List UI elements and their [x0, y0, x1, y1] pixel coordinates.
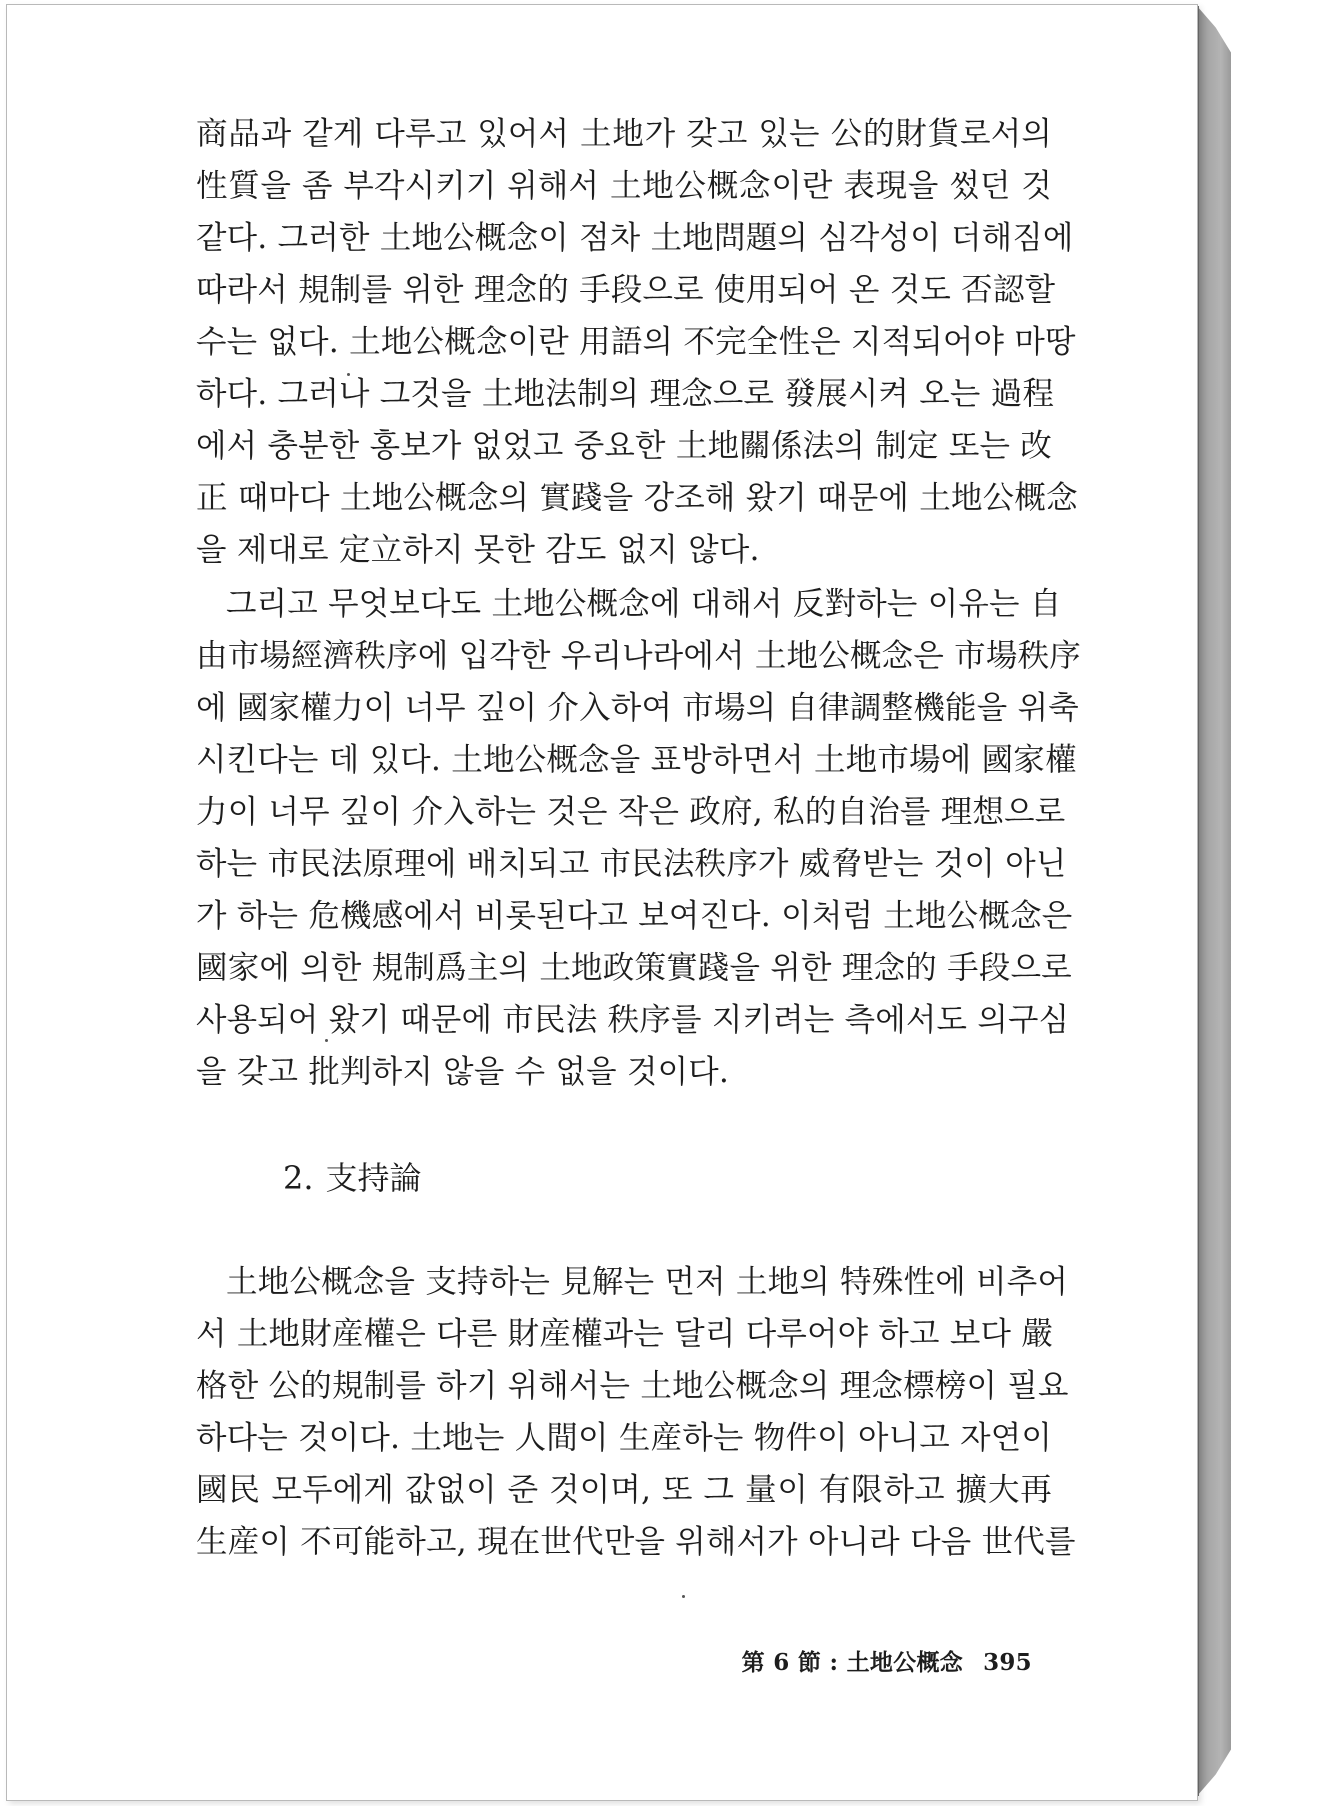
text-line: 가 하는 危機感에서 비롯된다고 보여진다. 이처럼 土地公概念은: [196, 898, 1073, 934]
print-speck: [682, 1595, 685, 1598]
text-line: 그리고 무엇보다도 土地公概念에 대해서 反對하는 이유는 自: [226, 586, 1062, 622]
section-number: 2.: [283, 1159, 314, 1197]
text-line: 에서 충분한 홍보가 없었고 중요한 土地關係法의 制定 또는 改: [196, 428, 1052, 464]
section-heading: [283, 1152, 422, 1204]
text-line: 수는 없다. 土地公概念이란 用語의 不完全性은 지적되어야 마땅: [196, 324, 1076, 360]
paragraph-1: [196, 108, 1078, 576]
text-line: 力이 너무 깊이 介入하는 것은 작은 政府, 私的自治를 理想으로: [196, 794, 1066, 830]
paragraph-3: [196, 1256, 1076, 1568]
section-title: 支持論: [325, 1159, 422, 1197]
text-line: 性質을 좀 부각시키기 위해서 土地公概念이란 表現을 썼던 것: [196, 168, 1052, 204]
text-line: 國家에 의한 規制爲主의 土地政策實踐을 위한 理念的 手段으로: [196, 950, 1072, 986]
footer-chapter: 第 6 節 : 土地公概念: [741, 1649, 964, 1676]
text-line: 商品과 같게 다루고 있어서 土地가 갖고 있는 公的財貨로서의: [196, 116, 1052, 152]
page-number: 395: [983, 1649, 1032, 1676]
text-line: 由市場經濟秩序에 입각한 우리나라에서 土地公概念은 市場秩序: [196, 638, 1081, 674]
text-line: 따라서 規制를 위한 理念的 手段으로 使用되어 온 것도 否認할: [196, 272, 1056, 308]
text-line: 시킨다는 데 있다. 土地公概念을 표방하면서 土地市場에 國家權: [196, 742, 1077, 778]
text-line: 하다는 것이다. 土地는 人間이 生産하는 物件이 아니고 자연이: [196, 1420, 1052, 1456]
text-line: 을 갖고 批判하지 않을 수 없을 것이다.: [196, 1054, 730, 1090]
text-line: 土地公概念을 支持하는 見解는 먼저 土地의 特殊性에 비추어: [226, 1264, 1068, 1300]
text-line: 같다. 그러한 土地公概念이 점차 土地問題의 심각성이 더해짐에: [196, 220, 1074, 256]
running-footer: [742, 1644, 1032, 1677]
text-line: 사용되어 왔기 때문에 市民法 秩序를 지키려는 측에서도 의구심: [196, 1002, 1070, 1038]
text-line: 에 國家權力이 너무 깊이 介入하여 市場의 自律調整機能을 위축: [196, 690, 1079, 726]
book-page-edge: [1197, 6, 1231, 1796]
text-line: 正 때마다 土地公概念의 實踐을 강조해 왔기 때문에 土地公概念: [196, 480, 1078, 516]
text-line: 國民 모두에게 값없이 준 것이며, 또 그 量이 有限하고 擴大再: [196, 1472, 1052, 1508]
text-line: 을 제대로 定立하지 못한 감도 없지 않다.: [196, 532, 760, 568]
text-line: 生産이 不可能하고, 現在世代만을 위해서가 아니라 다음 世代를: [196, 1524, 1076, 1560]
text-line: 서 土地財産權은 다른 財産權과는 달리 다루어야 하고 보다 嚴: [196, 1316, 1054, 1352]
paragraph-2: [196, 578, 1081, 1098]
text-line: 하다. 그러나 그것을 土地法制의 理念으로 發展시켜 오는 過程: [196, 376, 1055, 412]
text-line: 格한 公的規制를 하기 위해서는 土地公概念의 理念標榜이 필요: [196, 1368, 1069, 1404]
text-line: 하는 市民法原理에 배치되고 市民法秩序가 威脅받는 것이 아닌: [196, 846, 1067, 882]
